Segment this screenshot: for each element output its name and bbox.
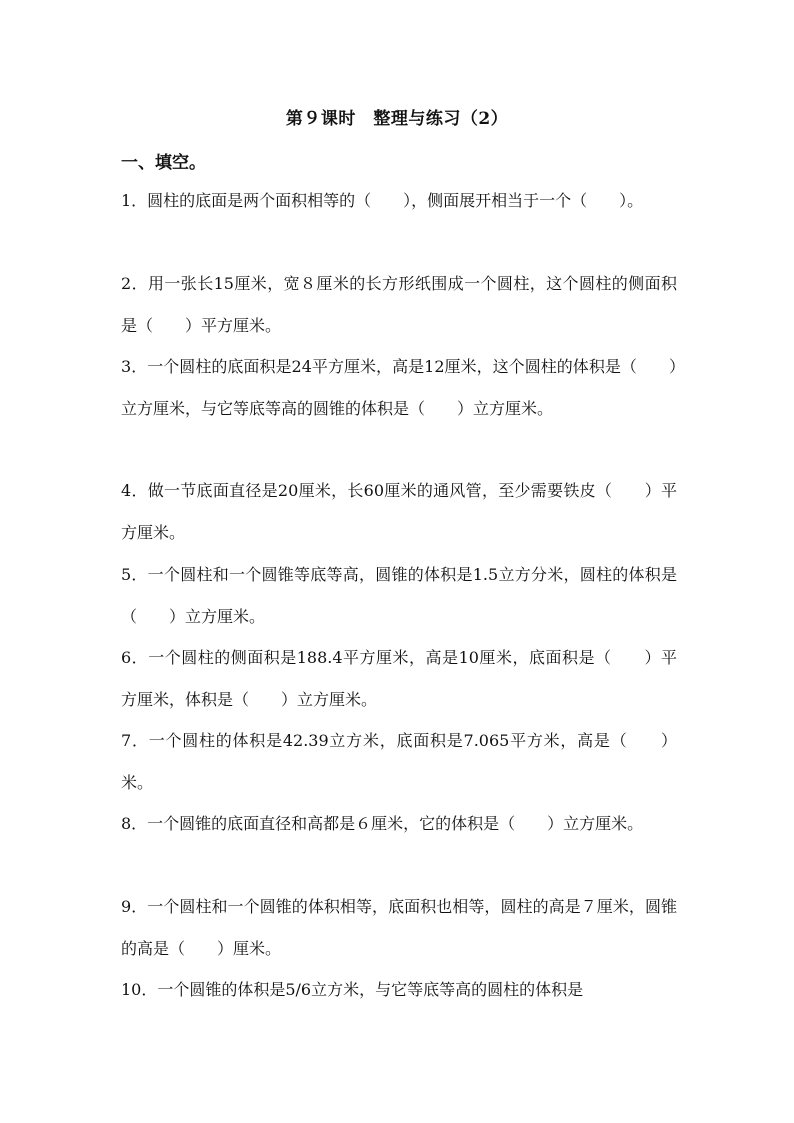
question-8: 8．一个圆锥的底面直径和高都是６厘米，它的体积是（ ）立方厘米。 [121,814,644,833]
question-2: 2．用一张长15厘米，宽８厘米的长方形纸围成一个圆柱，这个圆柱的侧面积是（ ）平方厘米。 [121,274,677,335]
page-title: 第９课时 整理与练习（2） [285,109,509,129]
question-5: 5．一个圆柱和一个圆锥等底等高，圆锥的体积是1.5立方分米，圆柱的体积是（ ）立方厘米。 [121,565,677,626]
question-4: 4．做一节底面直径是20厘米，长60厘米的通风管，至少需要铁皮（ ）平方厘米。 [121,481,677,542]
question-3: 3．一个圆柱的底面积是24平方厘米，高是12厘米，这个圆柱的体积是（ ）立方厘米，与它等底等高的圆锥的体积是（ ）立方厘米。 [121,357,677,418]
question-6: 6．一个圆柱的侧面积是188.4平方厘米，高是10厘米，底面积是（ ）平方厘米，体积是（ ）立方厘米。 [121,648,677,709]
question-7: 7．一个圆柱的体积是42.39立方米，底面积是7.065平方米，高是（ ）米。 [121,731,677,792]
section-heading: 一、填空。 [121,153,206,173]
question-9: 9．一个圆柱和一个圆锥的体积相等，底面积也相等，圆柱的高是７厘米，圆锥的高是（ ）厘米。 [121,897,677,958]
question-10: 10．一个圆锥的体积是5/6立方米，与它等底等高的圆柱的体积是 [121,980,584,999]
question-1: 1．圆柱的底面是两个面积相等的（ ），侧面展开相当于一个（ ）。 [121,191,644,210]
